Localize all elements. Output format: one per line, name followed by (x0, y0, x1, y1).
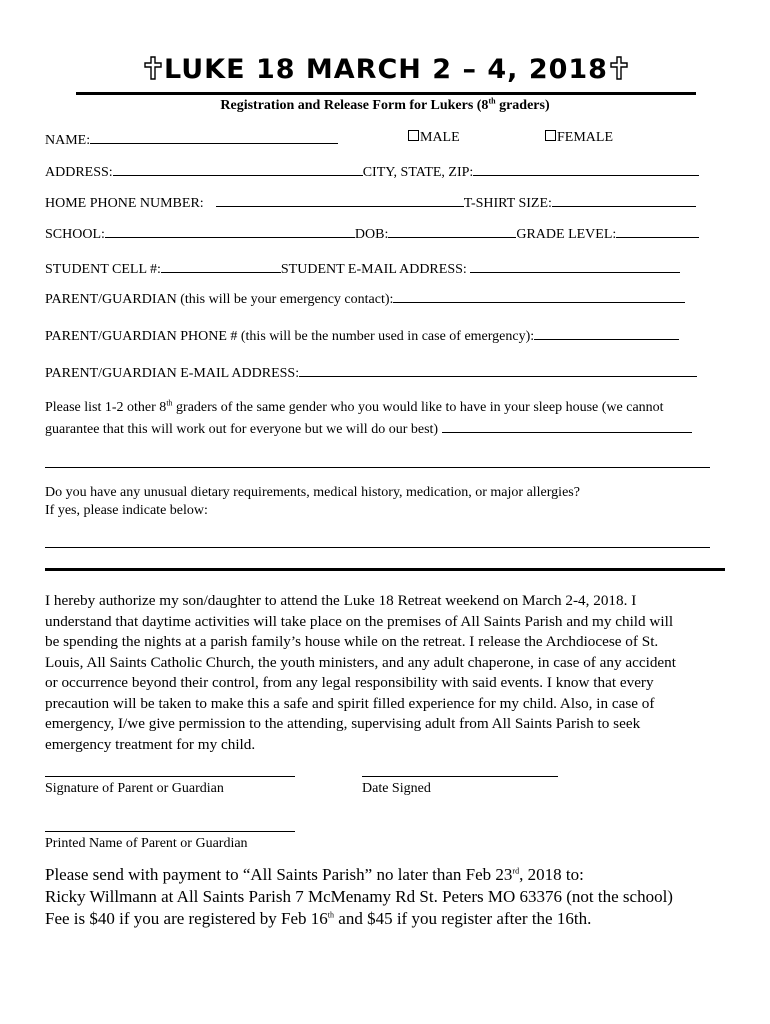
payment-text-end: , 2018 to: (519, 865, 584, 884)
dietary-question (45, 484, 745, 520)
address-label: ADDRESS: (45, 165, 113, 180)
name-label: NAME: (45, 133, 91, 148)
female-checkbox[interactable] (545, 130, 556, 141)
parent-phone-label: PARENT/GUARDIAN PHONE # (this will be the number used in case of emergency): (45, 329, 535, 344)
school-row (45, 224, 699, 243)
printed-name-label: Printed Name of Parent or Guardian (45, 836, 248, 851)
sleep-house-field[interactable] (442, 419, 692, 433)
payment-superscript: rd (512, 866, 520, 876)
release-line: emergency, I/we give permission to the attending, supervising adult from All Saints Parish to seek (45, 715, 641, 732)
parent-email-label: PARENT/GUARDIAN E-MAIL ADDRESS: (45, 366, 300, 381)
sleep-house-line-1 (45, 397, 745, 419)
release-line: or occurrence beyond their control, from any legal responsibility with said events. I know that every (45, 674, 654, 691)
subtitle-superscript: th (488, 96, 496, 106)
fee-superscript: th (327, 910, 335, 920)
parent-email-field[interactable] (299, 363, 697, 377)
grade-label: GRADE LEVEL: (516, 227, 617, 242)
subtitle-text: Registration and Release Form for Lukers (8 (220, 98, 489, 113)
school-field[interactable] (105, 224, 355, 238)
printed-name-line[interactable] (45, 831, 295, 832)
student-cell-field[interactable] (161, 259, 281, 273)
student-contact-row (45, 259, 680, 278)
dietary-answer-line[interactable] (45, 547, 710, 548)
parent-guardian-label: PARENT/GUARDIAN (this will be your emergency contact): (45, 292, 394, 307)
home-phone-field[interactable] (216, 193, 464, 207)
fee-line (45, 908, 745, 930)
fee-text: Fee is $40 if you are registered by Feb 16 (45, 909, 328, 928)
release-line: emergency treatment for my child. (45, 735, 256, 753)
date-signed-line[interactable] (362, 776, 558, 777)
tshirt-field[interactable] (552, 193, 696, 207)
dob-field[interactable] (388, 224, 516, 238)
payment-instructions (45, 864, 745, 930)
cross-icon (610, 56, 628, 80)
subtitle-text-end: graders) (495, 98, 550, 113)
female-option[interactable] (545, 130, 613, 146)
title-text: LUKE 18 MARCH 2 – 4, 2018 (164, 54, 608, 85)
home-phone-label: HOME PHONE NUMBER: (45, 196, 204, 211)
payment-line-1 (45, 864, 745, 886)
release-line: understand that daytime activities will take place on the premises of All Saints Parish and my child will (45, 612, 674, 630)
student-email-label: STUDENT E-MAIL ADDRESS: (280, 262, 471, 277)
sleep-house-question (45, 397, 745, 441)
payment-text: Please send with payment to “All Saints Parish” no later than Feb 23 (45, 865, 513, 884)
section-divider (45, 568, 725, 571)
date-signed-label: Date Signed (362, 781, 431, 796)
title-bar (76, 52, 696, 95)
parent-guardian-row (45, 289, 685, 308)
dietary-question-line-1: Do you have any unusual dietary requirements, medical history, medication, or major allergies? (45, 485, 580, 500)
release-line: precaution will be taken to make this a safe and spirit filled experience for my child. Also, in case of (45, 694, 655, 712)
release-line: Louis, All Saints Catholic Church, the youth ministers, and any adult chaperone, in case of any accident (45, 653, 676, 671)
dietary-question-line-2: If yes, please indicate below: (45, 503, 208, 518)
release-line: I hereby authorize my son/daughter to attend the Luke 18 Retreat weekend on March 2-4, 2018. I (45, 592, 637, 609)
form-subtitle (0, 98, 770, 114)
female-label: FEMALE (557, 130, 613, 145)
male-checkbox[interactable] (408, 130, 419, 141)
city-state-zip-field[interactable] (473, 162, 699, 176)
cross-icon (144, 56, 162, 80)
city-state-zip-label: CITY, STATE, ZIP: (362, 165, 474, 180)
student-cell-label: STUDENT CELL #: (45, 262, 161, 277)
male-option[interactable] (408, 130, 460, 146)
parent-email-row (45, 363, 697, 382)
release-statement (45, 591, 725, 755)
parent-signature-label: Signature of Parent or Guardian (45, 781, 224, 796)
grade-field[interactable] (616, 224, 699, 238)
sleep-house-text: Please list 1-2 other 8 (45, 400, 167, 415)
sleep-house-text-end: graders of the same gender who you would like to have in your sleep house (we cannot (172, 400, 664, 415)
name-row (45, 130, 338, 149)
address-field[interactable] (113, 162, 363, 176)
tshirt-label: T-SHIRT SIZE: (463, 196, 552, 211)
address-row (45, 162, 699, 181)
school-label: SCHOOL: (45, 227, 105, 242)
release-line: be spending the nights at a parish family’s house while on the retreat. I release the Archdiocese of St. (45, 633, 659, 650)
sleep-house-line-2 (45, 419, 745, 441)
male-label: MALE (420, 130, 460, 145)
dob-label: DOB: (354, 227, 389, 242)
parent-guardian-field[interactable] (393, 289, 685, 303)
page-title (142, 54, 630, 85)
student-email-field[interactable] (470, 259, 680, 273)
fee-text-end: and $45 if you register after the 16th. (334, 909, 592, 928)
sleep-house-extra-line[interactable] (45, 467, 710, 468)
payment-address: Ricky Willmann at All Saints Parish 7 McMenamy Rd St. Peters MO 63376 (not the school) (45, 887, 673, 906)
sleep-house-text-line2: guarantee that this will work out for everyone but we will do our best) (45, 422, 442, 437)
parent-phone-row (45, 326, 679, 345)
name-field[interactable] (90, 130, 338, 144)
home-phone-row (45, 193, 696, 212)
parent-phone-field[interactable] (534, 326, 679, 340)
parent-signature-line[interactable] (45, 776, 295, 777)
sleep-house-superscript: th (166, 398, 173, 408)
